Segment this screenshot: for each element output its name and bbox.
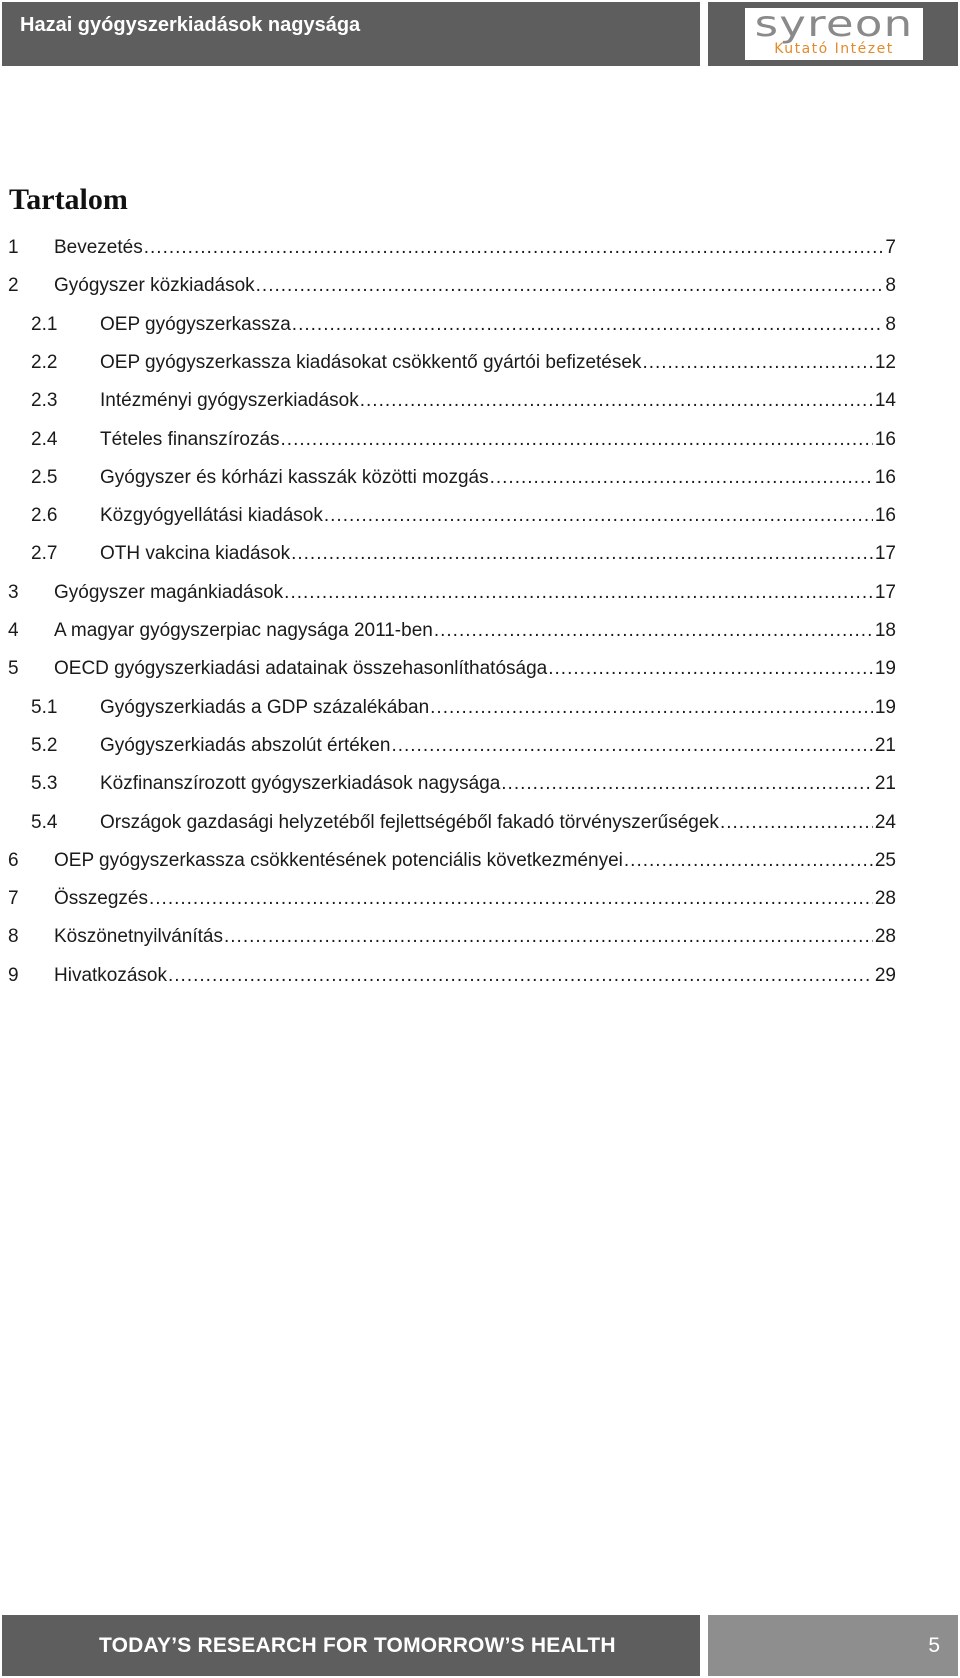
toc-entry-number: 2.2 — [31, 351, 58, 373]
toc-dot-leader — [281, 425, 873, 455]
toc-entry-title[interactable]: OECD gyógyszerkiadási adatainak összehasonlíthatósága — [54, 658, 548, 680]
toc-entry-number: 5.1 — [31, 696, 58, 718]
toc-dot-leader — [720, 808, 873, 838]
toc-entry[interactable] — [0, 731, 960, 761]
toc-entry[interactable] — [0, 961, 960, 991]
toc-entry-number: 2.5 — [31, 466, 58, 488]
toc-entry-title[interactable]: Gyógyszerkiadás abszolút értéken — [100, 734, 391, 756]
toc-dot-leader — [224, 922, 873, 952]
toc-dot-leader — [490, 463, 873, 493]
toc-entry-number: 6 — [8, 849, 19, 871]
toc-entry[interactable] — [0, 616, 960, 646]
toc-dot-leader — [430, 693, 873, 723]
toc-entry[interactable] — [0, 539, 960, 569]
toc-entry-number: 2 — [8, 275, 19, 297]
toc-entry-number: 2.1 — [31, 313, 58, 335]
toc-entry-page: 8 — [885, 275, 896, 297]
toc-entry[interactable] — [0, 654, 960, 684]
toc-dot-leader — [144, 233, 884, 263]
toc-entry-page: 19 — [874, 658, 896, 680]
toc-entry-line — [100, 501, 896, 531]
toc-entry-line — [54, 654, 896, 684]
toc-entry-number: 2.4 — [31, 428, 58, 450]
toc-entry-title[interactable]: OTH vakcina kiadások — [100, 543, 291, 565]
toc-entry-page: 8 — [885, 313, 896, 335]
toc-dot-leader — [548, 654, 873, 684]
toc-entry-line — [54, 271, 896, 301]
toc-entry[interactable] — [0, 425, 960, 455]
toc-dot-leader — [256, 271, 884, 301]
toc-entry[interactable] — [0, 578, 960, 608]
toc-entry-line — [54, 616, 896, 646]
toc-entry-title[interactable]: Hivatkozások — [54, 964, 167, 986]
toc-entry-title[interactable]: Összegzés — [54, 888, 148, 910]
footer-page-panel — [708, 1615, 958, 1676]
toc-entry-line — [100, 348, 896, 378]
toc-entry[interactable] — [0, 386, 960, 416]
toc-entry-number: 2.7 — [31, 543, 58, 565]
toc-entry-title[interactable]: Országok gazdasági helyzetéből fejlettségéből fakadó törvényszerűségek — [100, 811, 719, 833]
syreon-logo — [745, 4, 923, 60]
toc-entry-number: 3 — [8, 581, 19, 603]
logo-subtitle: Kutató Intézet — [774, 41, 894, 57]
toc-entry-title[interactable]: Gyógyszer közkiadások — [54, 275, 255, 297]
toc-entry-line — [54, 922, 896, 952]
toc-entry-line — [100, 808, 896, 838]
toc-entry-line — [100, 769, 896, 799]
toc-entry-title[interactable]: A magyar gyógyszerpiac nagysága 2011-ben — [54, 620, 433, 641]
page-footer — [2, 1615, 958, 1676]
toc-dot-leader — [292, 310, 884, 340]
toc-entry-line — [100, 693, 896, 723]
toc-dot-leader — [642, 348, 872, 378]
toc-dot-leader — [168, 961, 873, 991]
toc-entry-page: 19 — [874, 696, 896, 718]
toc-entry-line — [54, 884, 896, 914]
toc-entry-line — [100, 463, 896, 493]
toc-heading: Tartalom — [9, 183, 128, 216]
toc-entry-line — [100, 731, 896, 761]
toc-entry-page: 25 — [874, 849, 896, 871]
footer-tagline: TODAY’S RESEARCH FOR TOMORROW’S HEALTH — [2, 1615, 700, 1676]
toc-entry[interactable] — [0, 884, 960, 914]
toc-entry[interactable] — [0, 808, 960, 838]
toc-entry-number: 7 — [8, 888, 19, 910]
toc-entry-line — [100, 310, 896, 340]
toc-entry-number: 5.3 — [31, 773, 58, 795]
toc-dot-leader — [360, 386, 873, 416]
toc-entry-page: 24 — [874, 811, 896, 833]
toc-entry-page: 28 — [874, 888, 896, 910]
page-number: 5 — [928, 1634, 940, 1657]
toc-entry[interactable] — [0, 233, 960, 263]
toc-dot-leader — [501, 769, 873, 799]
toc-entry[interactable] — [0, 501, 960, 531]
toc-dot-leader — [624, 846, 873, 876]
toc-entry[interactable] — [0, 769, 960, 799]
toc-entry-title[interactable]: Köszönetnyilvánítás — [54, 926, 223, 948]
toc-entry-page: 16 — [874, 505, 896, 527]
toc-entry-title[interactable]: Gyógyszer magánkiadások — [54, 581, 284, 603]
toc-entry-line — [54, 961, 896, 991]
toc-entry-page: 18 — [874, 620, 896, 641]
toc-entry-page: 17 — [874, 581, 896, 603]
toc-entry-title[interactable]: Intézményi gyógyszerkiadások — [100, 390, 359, 412]
toc-entry-title[interactable]: OEP gyógyszerkassza csökkentésének potenciális következményei — [54, 849, 623, 871]
toc-entry-line — [54, 233, 896, 263]
toc-entry-page: 21 — [874, 734, 896, 756]
toc-entry-page: 21 — [874, 773, 896, 795]
toc-entry-page: 7 — [885, 237, 896, 258]
toc-entry-page: 14 — [874, 390, 896, 412]
toc-dot-leader — [284, 578, 873, 608]
toc-entry[interactable] — [0, 271, 960, 301]
toc-entry-title[interactable]: Közfinanszírozott gyógyszerkiadások nagysága — [100, 773, 501, 795]
toc-entry-number: 8 — [8, 926, 19, 948]
toc-entry-title[interactable]: Bevezetés — [54, 237, 143, 258]
toc-entry-title[interactable]: Gyógyszerkiadás a GDP százalékában — [100, 696, 430, 718]
toc-entry-line — [54, 846, 896, 876]
toc-entry-page: 29 — [874, 964, 896, 986]
toc-entry-page: 16 — [874, 428, 896, 450]
toc-entry-page: 17 — [874, 543, 896, 565]
toc-entry-line — [54, 578, 896, 608]
toc-entry-number: 5 — [8, 658, 19, 680]
toc-entry-number: 9 — [8, 964, 19, 986]
toc-entry-line — [100, 386, 896, 416]
toc-entry-title[interactable]: OEP gyógyszerkassza — [100, 313, 291, 335]
toc-dot-leader — [149, 884, 873, 914]
toc-entry[interactable] — [0, 463, 960, 493]
header-title: Hazai gyógyszerkiadások nagysága — [2, 2, 700, 66]
toc-entry-page: 12 — [874, 351, 896, 373]
toc-entry[interactable] — [0, 693, 960, 723]
toc-entry[interactable] — [0, 846, 960, 876]
toc-entry[interactable] — [0, 310, 960, 340]
toc-entry[interactable] — [0, 922, 960, 952]
toc-dot-leader — [324, 501, 873, 531]
toc-entry-title[interactable]: Közgyógyellátási kiadások — [100, 505, 323, 527]
toc-entry-title[interactable]: OEP gyógyszerkassza kiadásokat csökkentő gyártói befizetések — [100, 351, 642, 373]
toc-entry-number: 2.3 — [31, 390, 58, 412]
toc-dot-leader — [391, 731, 872, 761]
page-header — [2, 2, 958, 66]
toc-entry-page: 28 — [874, 926, 896, 948]
toc-entry-number: 2.6 — [31, 505, 58, 527]
toc-entry-line — [100, 539, 896, 569]
toc-dot-leader — [291, 539, 873, 569]
toc-entry-page: 16 — [874, 466, 896, 488]
toc-entry[interactable] — [0, 348, 960, 378]
toc-entry-number: 5.2 — [31, 734, 58, 756]
toc-entry-number: 4 — [8, 620, 19, 641]
toc-entry-number: 1 — [8, 237, 19, 258]
logo-panel — [708, 2, 958, 66]
logo-wordmark: syreon — [754, 4, 914, 45]
toc-entry-number: 5.4 — [31, 811, 58, 833]
toc-entry-title[interactable]: Tételes finanszírozás — [100, 428, 280, 450]
toc-entry-title[interactable]: Gyógyszer és kórházi kasszák közötti mozgás — [100, 466, 489, 488]
toc-entry-line — [100, 425, 896, 455]
toc-dot-leader — [434, 616, 873, 646]
